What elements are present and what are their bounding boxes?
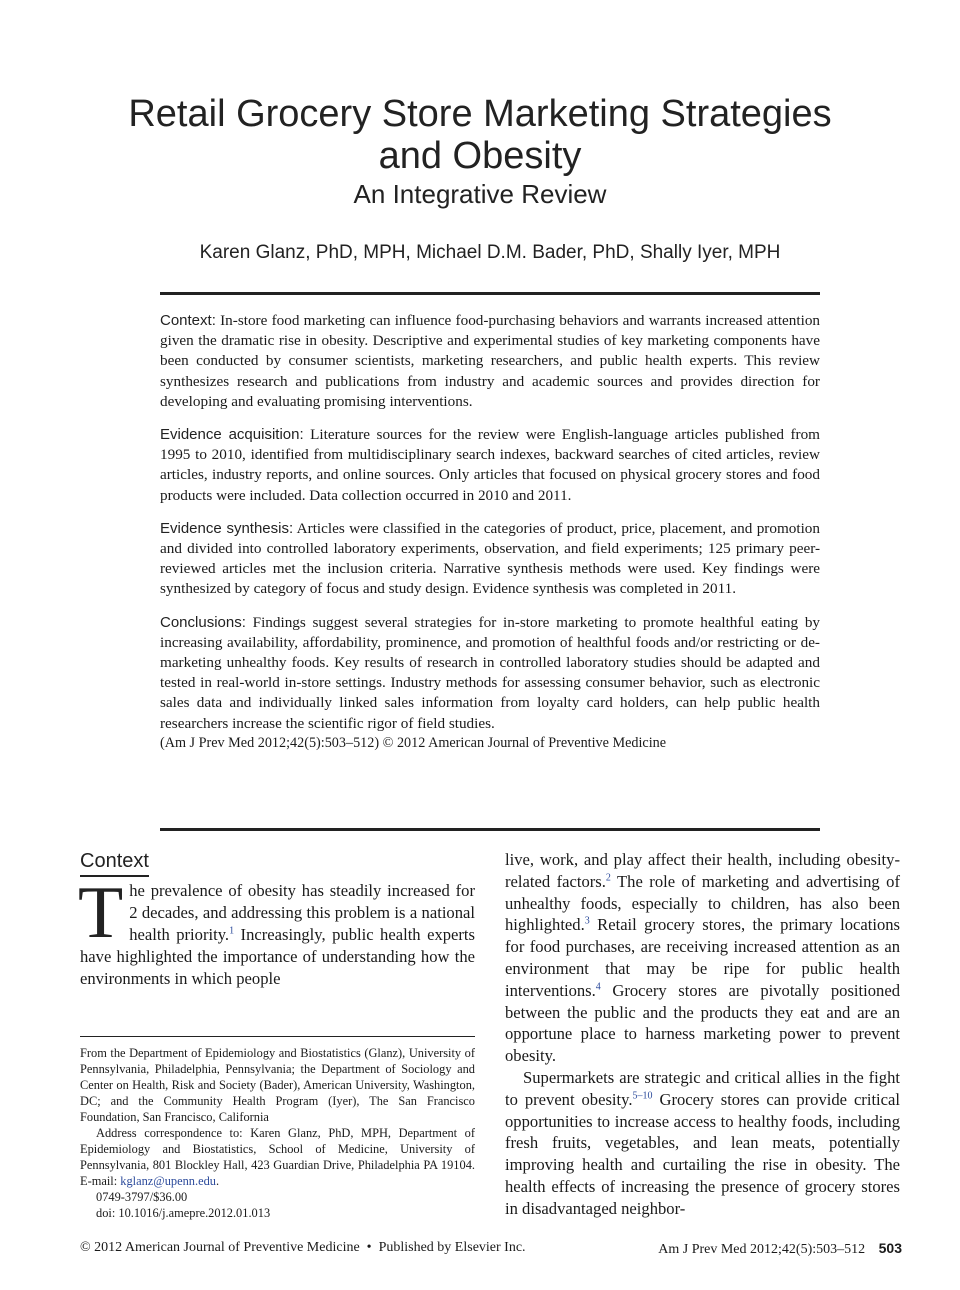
body-text: live, work, and play affect their health, including obesity-related factors. (505, 850, 900, 891)
footnote-rule (80, 1036, 475, 1037)
abstract-conclusions (160, 613, 820, 734)
abstract-evidence-synthesis-label: Evidence synthesis: (160, 519, 294, 537)
body-text: Increasingly, public health experts have highlighted the importance of understanding how the environments in which people (80, 925, 475, 988)
doi: doi: 10.1016/j.amepre.2012.01.013 (96, 1206, 271, 1220)
page-number: 503 (878, 1240, 902, 1256)
affiliations: From the Department of Epidemiology and Biostatistics (Glanz), University of Pennsylvania, Philadelphia, Pennsylvania; the Department of Sociology and Center on Health, Risk and Society (Bader), American University, Washington, DC; and the Community Health Program (Iyer), The San Francisco Foundation, San Francisco, California (80, 1046, 475, 1124)
reference-link[interactable]: 3 (584, 915, 590, 927)
footnotes (80, 1045, 475, 1221)
reference-link[interactable]: 2 (605, 872, 611, 884)
body-column-left (78, 872, 475, 990)
section-heading-context: Context (80, 848, 149, 877)
abstract-citation: (Am J Prev Med 2012;42(5):503–512) © 2012 American Journal of Preventive Medicine (160, 734, 667, 751)
footer-journal-ref (658, 1238, 902, 1260)
body-text: The role of marketing and advertising of unhealthy foods, especially to children, has also been highlighted. (505, 871, 900, 935)
abstract (160, 311, 820, 753)
abstract-evidence-synthesis-text: Articles were classified in the categories of product, price, placement, and promotion and divided into controlled laboratory experiments, observation, and field experiments; 125 primary peer-reviewed articles met the inclusion criteria. Narrative synthesis methods were used. Key findings were synthesized by category of focus and study design. Evidence synthesis was completed in 2011. (160, 519, 820, 598)
body-paragraph-2 (505, 1067, 900, 1220)
author-list: Karen Glanz, PhD, MPH, Michael D.M. Bader, PhD, Shally Iyer, MPH (199, 242, 781, 263)
price-code: 0749-3797/$36.00 (96, 1190, 188, 1204)
abstract-evidence-acquisition-label: Evidence acquisition: (160, 426, 304, 444)
body-text: Supermarkets are strategic and critical allies in the fight to prevent obesity. (505, 1067, 900, 1109)
correspondence (80, 1125, 475, 1189)
footer-copyright: © 2012 American Journal of Preventive Medicine • Published by Elsevier Inc. (80, 1240, 526, 1255)
abstract-context-text: In-store food marketing can influence food-purchasing behaviors and warrants increased attention given the dramatic rise in obesity. Descriptive and experimental studies of key marketing components have been conducted by consumer scientists, marketing researchers, and public health experts. This review synthesizes research and publications from industry and academic sources and provides direction for developing and evaluating promising interventions. (160, 312, 821, 410)
correspondence-text: Address correspondence to: Karen Glanz, PhD, MPH, Department of Epidemiology and Biostatistics, School of Medicine, University of Pennsylvania, 801 Blockley Hall, 423 Guardian Drive, Philadelphia PA 19104. (80, 1126, 475, 1172)
abstract-context-label: Context: (160, 312, 216, 329)
reference-link[interactable]: 4 (595, 981, 601, 993)
abstract-evidence-synthesis (160, 519, 820, 600)
journal-reference: Am J Prev Med 2012;42(5):503–512 (658, 1242, 866, 1257)
title-line-2: and Obesity (378, 135, 582, 177)
drop-cap: T (78, 872, 124, 954)
abstract-conclusions-text: Findings suggest several strategies for in-store marketing to promote healthful eating by increasing availability, affordability, prominence, and promotion of healthful foods and/or restricting or de-marketing unhealthy foods. Key results of research in controlled laboratory studies should be adapted and tested in real-world in-store settings. Industry methods for assessing consumer behavior, such as electronic sales data and individually linked sales information from loyalty card holders, can help public health researchers increase the scientific rigor of field studies. (160, 613, 821, 732)
title-line-1: Retail Grocery Store Marketing Strategies (128, 93, 832, 135)
body-text: Retail grocery stores, the primary locations for food purchases, are receiving increased attention as an environment that may be ripe for public health interventions. (505, 915, 900, 1000)
email-period: . (216, 1174, 220, 1188)
body-column-right (505, 849, 900, 1220)
email-label: E-mail: (80, 1174, 118, 1188)
article-subtitle: An Integrative Review (353, 179, 607, 209)
article-title (0, 93, 960, 177)
abstract-bottom-rule (160, 828, 820, 831)
abstract-evidence-acquisition-text: Literature sources for the review were English-language articles published from 1995 to 2010, identified from multidisciplinary search indexes, backward searches of cited articles, review articles, industry reports, and online sources. Only articles that focused on physical grocery stores and food products were included. Data collection occurred in 2010 and 2011. (160, 426, 820, 504)
abstract-context (160, 311, 820, 412)
body-text: Grocery stores can provide critical opportunities to increase access to healthy foods, including fresh fruits, vegetables, and lean meats, potentially improving health and curtailing the rise in obesity. The health effects of increasing the presence of grocery stores in disadvantaged neighbor- (505, 1089, 901, 1218)
body-text: Grocery stores are pivotally positioned between the public and the products they eat and are an opportune place to harness marketing power to prevent obesity. (505, 980, 900, 1066)
abstract-conclusions-label: Conclusions: (160, 613, 246, 631)
abstract-evidence-acquisition (160, 425, 820, 506)
abstract-top-rule (160, 292, 820, 295)
page-footer (80, 1238, 902, 1260)
reference-link[interactable]: 1 (229, 925, 235, 937)
email-link[interactable]: kglanz@upenn.edu (120, 1174, 216, 1188)
body-paragraph-1-continued (505, 849, 900, 1067)
body-text: he prevalence of obesity has steadily increased for 2 decades, and addressing this problem is a national health priority. (129, 881, 475, 944)
reference-link[interactable]: 5–10 (632, 1090, 653, 1102)
